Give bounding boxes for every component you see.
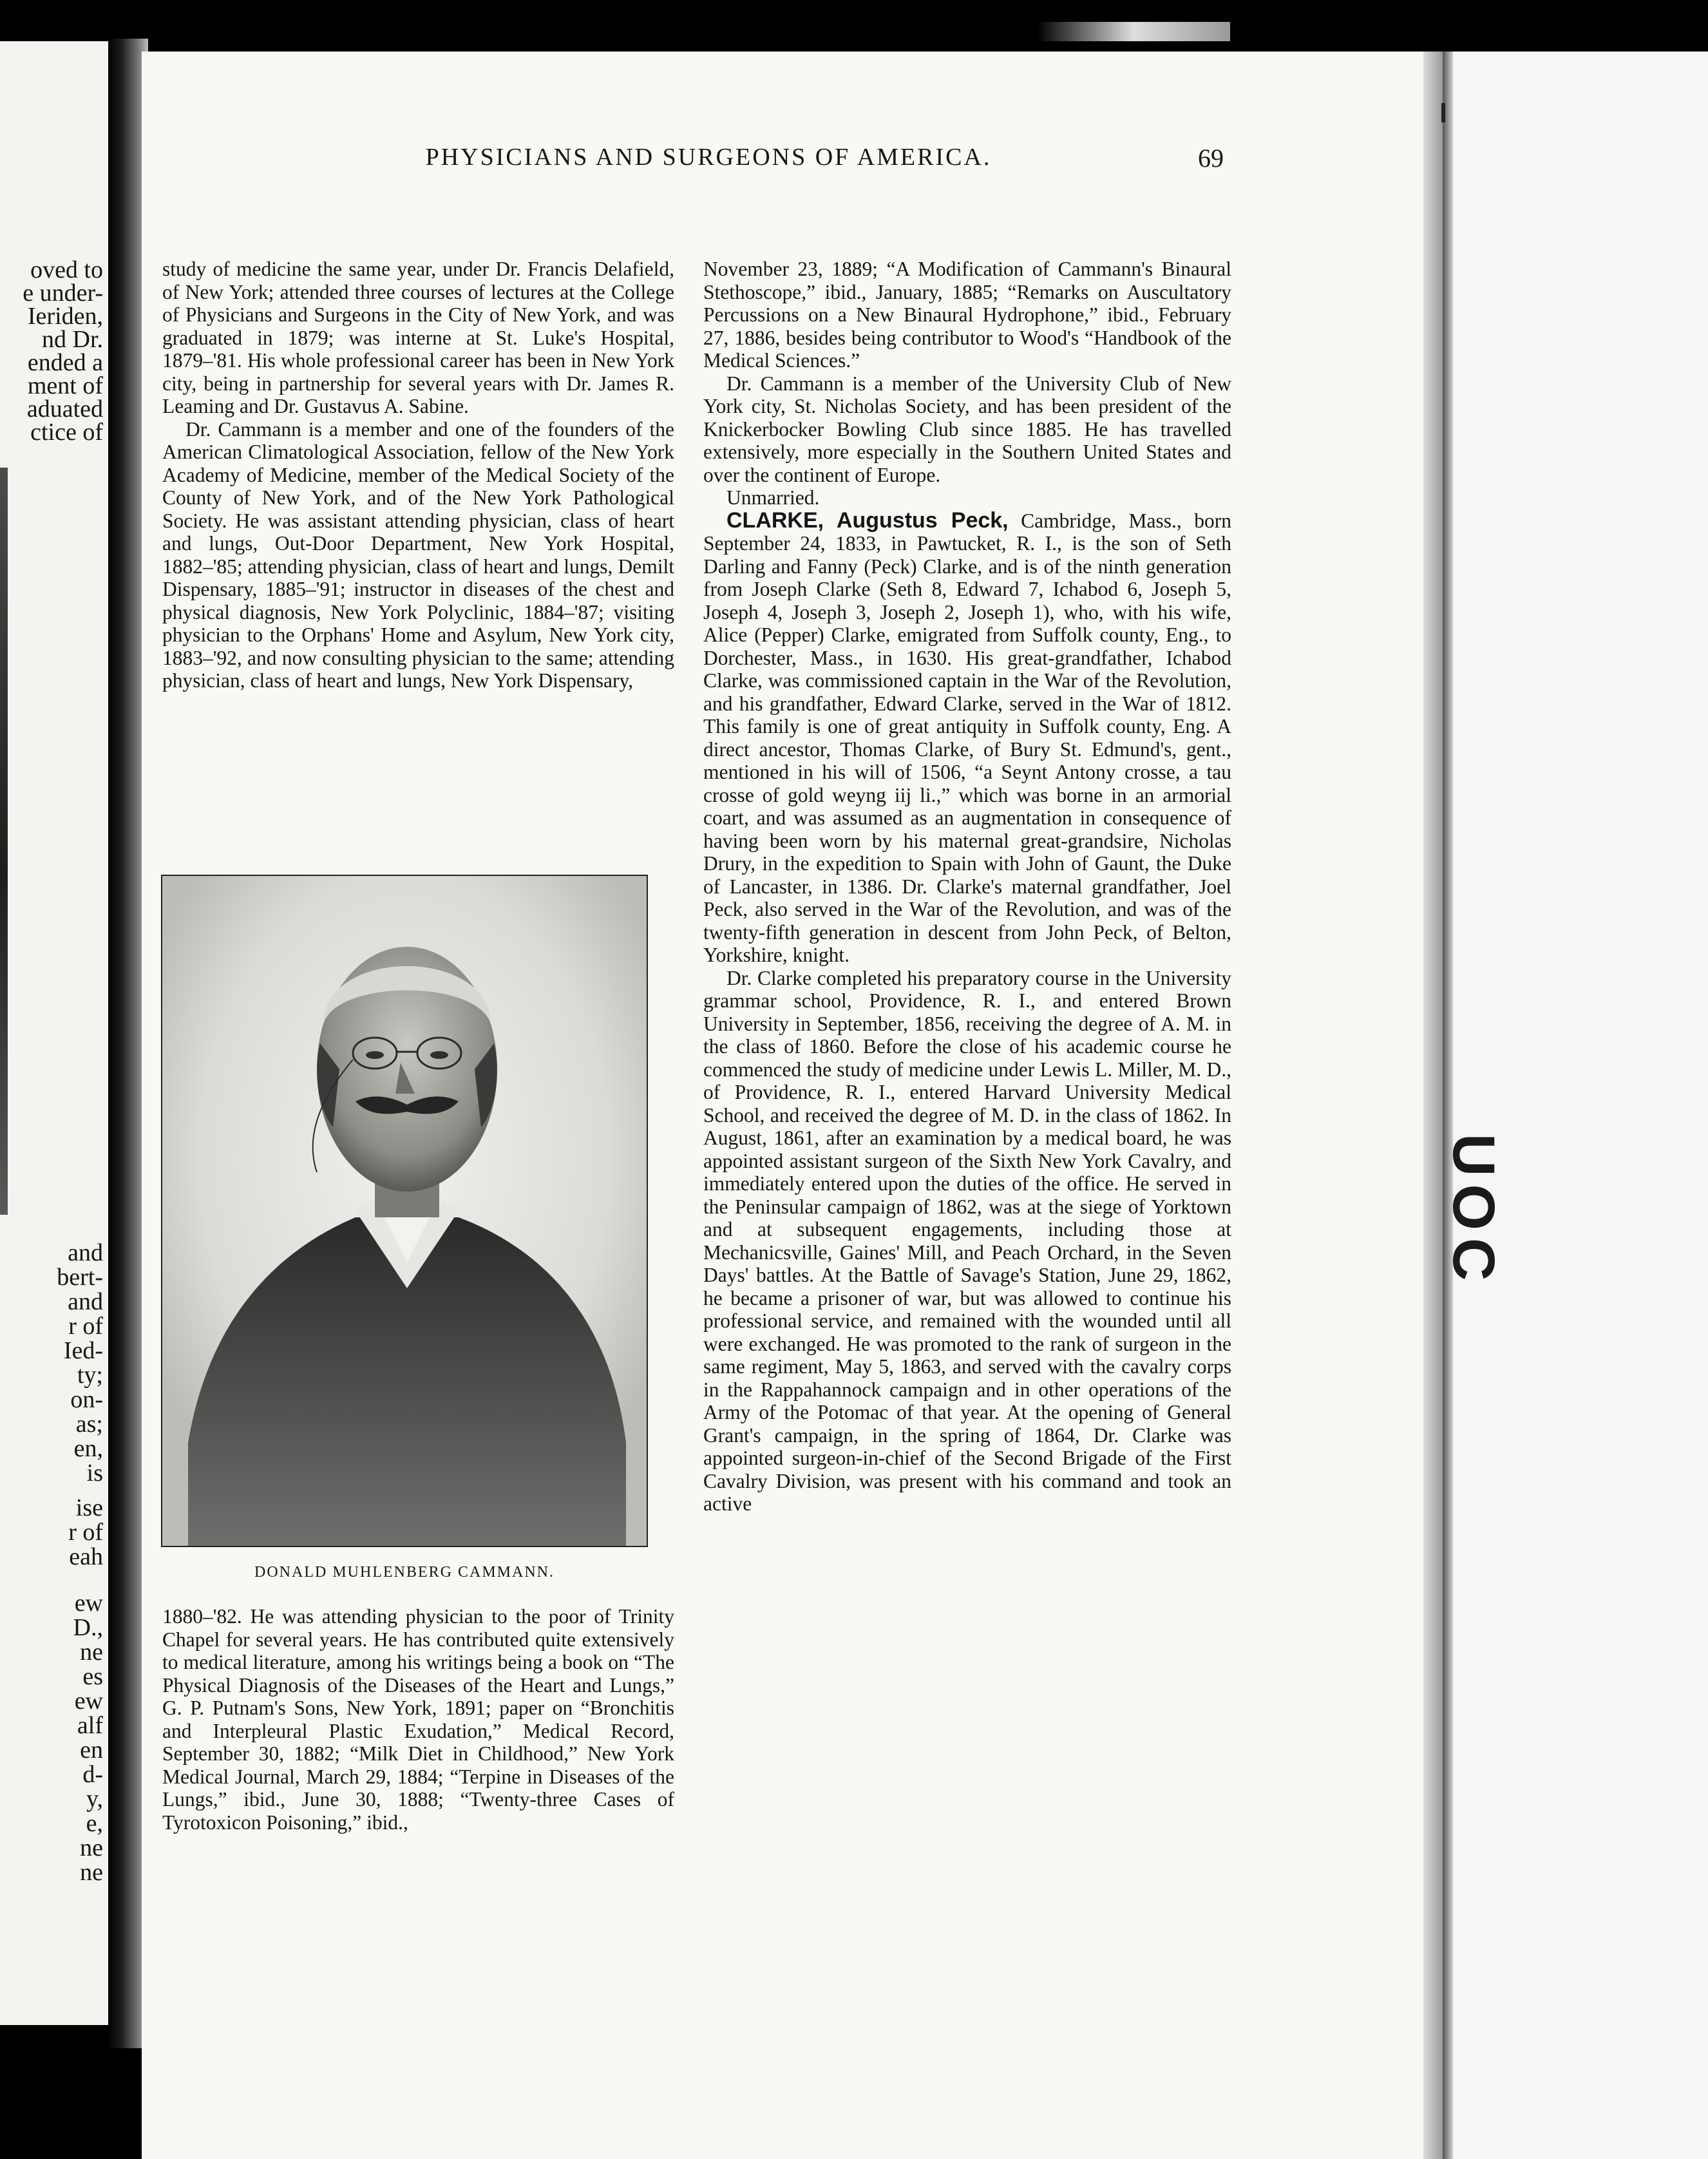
portrait-photograph (161, 875, 648, 1547)
left-page-fragment-line: ctice of (30, 419, 103, 446)
left-page-fragment-line: ended a (27, 349, 103, 376)
left-page-fragment-line: Ied- (63, 1337, 103, 1364)
left-page-fragment-line: es (82, 1663, 103, 1690)
entry-heading-clarke: CLARKE, Augustus Peck, (726, 508, 1009, 533)
entry-clarke (703, 509, 1231, 967)
paragraph-marital-status: Unmarried. (726, 486, 820, 509)
left-page-fragment-line: bert- (57, 1264, 103, 1291)
side-stamp-mark: UOC (1441, 1134, 1506, 1289)
edge-mark (1441, 103, 1445, 122)
left-page-fragment-line: en (80, 1736, 103, 1764)
left-page-fragment-line: on- (70, 1386, 103, 1413)
left-page-fragment-line: oved to (30, 256, 103, 283)
paragraph-clarke-career: Dr. Clarke completed his preparatory course in the University grammar school, Providence, R. I., and entered Brown University in September, 1856, receiving the degree of A. M. in the class of 1860. Before the close of his academic course he commenced the study of medicine under Lewis L. Miller, M. D., of Providence, R. I., entered Harvard University Medical School, and received the degree of M. D. in the class of 1862. In August, 1861, after an examination by a medical board, he was appointed assistant surgeon of the Sixth New York Cavalry, and immediately entered upon the duties of the office. He served in the Peninsular campaign of 1862, was at the siege of Yorktown and at subsequent engagements, including those at Mechanicsville, Gaines' Mill, and Peach Orchard, in the Seven Days' battles. At the Battle of Savage's Station, June 29, 1862, he became a prisoner of war, but was allowed to continue his professional service, and remained with the wounded until all were exchanged. He was promoted to the rank of surgeon in the same regiment, May 5, 1863, and served with the cavalry corps in the Rappahannock campaign and in other operations of the Army of the Potomac of that year. At the opening of General Grant's campaign, in the spring of 1864, Dr. Clarke was appointed surgeon-in-chief of the Second Brigade of the First Cavalry Division, was present with his command and took an active (703, 966, 1231, 1515)
left-page-fragment-line: ise (75, 1494, 103, 1521)
portrait-image (162, 876, 647, 1546)
left-page-fragment (0, 41, 108, 2025)
right-page-shadow (1443, 52, 1453, 2159)
paragraph-memberships: Dr. Cammann is a member of the University Club of New York city, St. Nicholas Society, and has been president of the Knickerbocker Bowling Club since 1885. He has travelled extensively, more especially in the Southern United States and over the continent of Europe. (703, 372, 1231, 486)
left-page-fragment-line: d- (82, 1761, 103, 1788)
left-page-fragment-line: r of (68, 1519, 103, 1546)
page-number: 69 (1198, 144, 1224, 173)
left-page-fragment-line: ne (80, 1639, 103, 1666)
left-page-fragment-line: e, (86, 1810, 103, 1837)
left-page-fragment-line: eah (69, 1543, 103, 1570)
left-page-fragment-line: alf (77, 1712, 103, 1739)
left-page-fragment-line: is (86, 1460, 103, 1487)
running-head: PHYSICIANS AND SURGEONS OF AMERICA. (425, 144, 992, 171)
paragraph-affiliations: Dr. Cammann is a member and one of the founders of the American Climatological Association, fellow of the New York Academy of Medicine, member of the Medical Society of the County of New York, and of the New York Pathological Society. He was assistant attending physician, class of heart and lungs, Out-Door Department, New York Hospital, 1882–'85; attending physician, class of heart and lungs, Demilt Dispensary, 1885–'91; instructor in diseases of the chest and physical diagnosis, New York Polyclinic, 1884–'87; visiting physician to the Orphans' Home and Asylum, New York city, 1883–'92, and now consulting physician to the same; attending physician, class of heart and lungs, New York Dispensary, (162, 417, 674, 692)
left-page-fragment-line: D., (73, 1614, 103, 1641)
portrait-caption: DONALD MUHLENBERG CAMMANN. (254, 1564, 555, 1581)
left-page-fragment-line: aduated (26, 395, 103, 423)
page-edge-shadow (1423, 52, 1443, 2159)
left-page-fragment-line: e under- (23, 280, 103, 307)
left-page-photo-edge (0, 468, 8, 1215)
left-page-fragment-line: nd Dr. (42, 326, 103, 353)
left-page-fragment-line: r of (68, 1313, 103, 1340)
left-page-fragment-line: ty; (77, 1362, 103, 1389)
left-page-fragment-line: ne (80, 1834, 103, 1861)
left-page-fragment-line: and (68, 1239, 103, 1266)
left-page-fragment-line: ne (80, 1859, 103, 1886)
paragraph-education: study of medicine the same year, under Dr. Francis Delafield, of New York; attended three courses of lectures at the College of Physicians and Surgeons in the City of New York, and was graduated in 1879; was interne at St. Luke's Hospital, 1879–'81. His whole professional career has been in New York city, being in partnership for several years with Dr. James R. Leaming and Dr. Gustavus A. Sabine. (162, 258, 674, 417)
left-page-fragment-line: ew (74, 1688, 103, 1715)
left-page-fragment-line: en, (73, 1435, 103, 1462)
left-page-fragment-line: ew (74, 1590, 103, 1617)
right-column (703, 258, 1231, 1921)
paragraph-writings: 1880–'82. He was attending physician to the poor of Trinity Chapel for several years. He has contributed quite extensively to medical literature, among his writings being a book on “The Physical Diagnosis of the Diseases of the Heart and Lungs,” G. P. Putnam's Sons, New York, 1891; paper on “Bronchitis and Interpleural Plastic Exudation,” Medical Record, September 30, 1882; “Milk Diet in Childhood,” New York Medical Journal, March 29, 1884; “Terpine in Diseases of the Lungs,” ibid., June 30, 1888; “Twenty-three Cases of Tyrotoxicon Poisoning,” ibid., (162, 1605, 674, 1834)
left-page-fragment-line: y, (86, 1785, 103, 1812)
left-page-fragment-line: as; (75, 1411, 103, 1438)
entry-intro-clarke: Cambridge, Mass., born September 24, 1833, in Pawtucket, R. I., is the son of Seth Darling and Fanny (Peck) Clarke, and is of the ninth generation from Joseph Clarke (Seth 8, Edward 7, Ichabod 6, Joseph 5, Joseph 4, Joseph 3, Joseph 2, Joseph 1), who, with his wife, Alice (Pepper) Clarke, emigrated from Suffolk county, Eng., to Dorchester, Mass., in 1630. His great-grandfather, Ichabod Clarke, was commissioned captain in the War of the Revolution, and his grandfather, Edward Clarke, served in the War of 1812. This family is one of great antiquity in Suffolk county, Eng. A direct ancestor, Thomas Clarke, of Bury St. Edmund's, gent., mentioned in his will of 1506, “a Seynt Antony crosse, a tau crosse of gold weyng iij li.,” which was borne in an armorial coart, and was assumed as an augmentation in consequence of having been worn by his maternal great-grandsire, Nicholas Drury, in the expedition to Spain with John of Gaunt, the Duke of Lancaster, in 1386. Dr. Clarke's maternal grandfather, Joel Peck, also served in the War of the Revolution, and was of the twenty-fifth generation in descent from John Peck, of Belton, Yorkshire, knight. (703, 509, 1231, 966)
left-page-fragment-line: and (68, 1288, 103, 1315)
page-top-edge (1037, 22, 1230, 41)
left-column-top (162, 258, 674, 853)
left-column-bottom (162, 1605, 674, 1928)
left-page-fragment-line: Ieriden, (27, 303, 103, 330)
left-page-fragment-line: ment of (27, 372, 103, 399)
following-pages-edge (1453, 52, 1708, 2159)
paragraph-publications-cont: November 23, 1889; “A Modification of Cammann's Binaural Stethoscope,” ibid., January, 1885; “Remarks on Auscultatory Percussions on a New Binaural Hydrophone,” ibid., February 27, 1886, besides being contributor to Wood's “Handbook of the Medical Sciences.” (703, 258, 1231, 372)
